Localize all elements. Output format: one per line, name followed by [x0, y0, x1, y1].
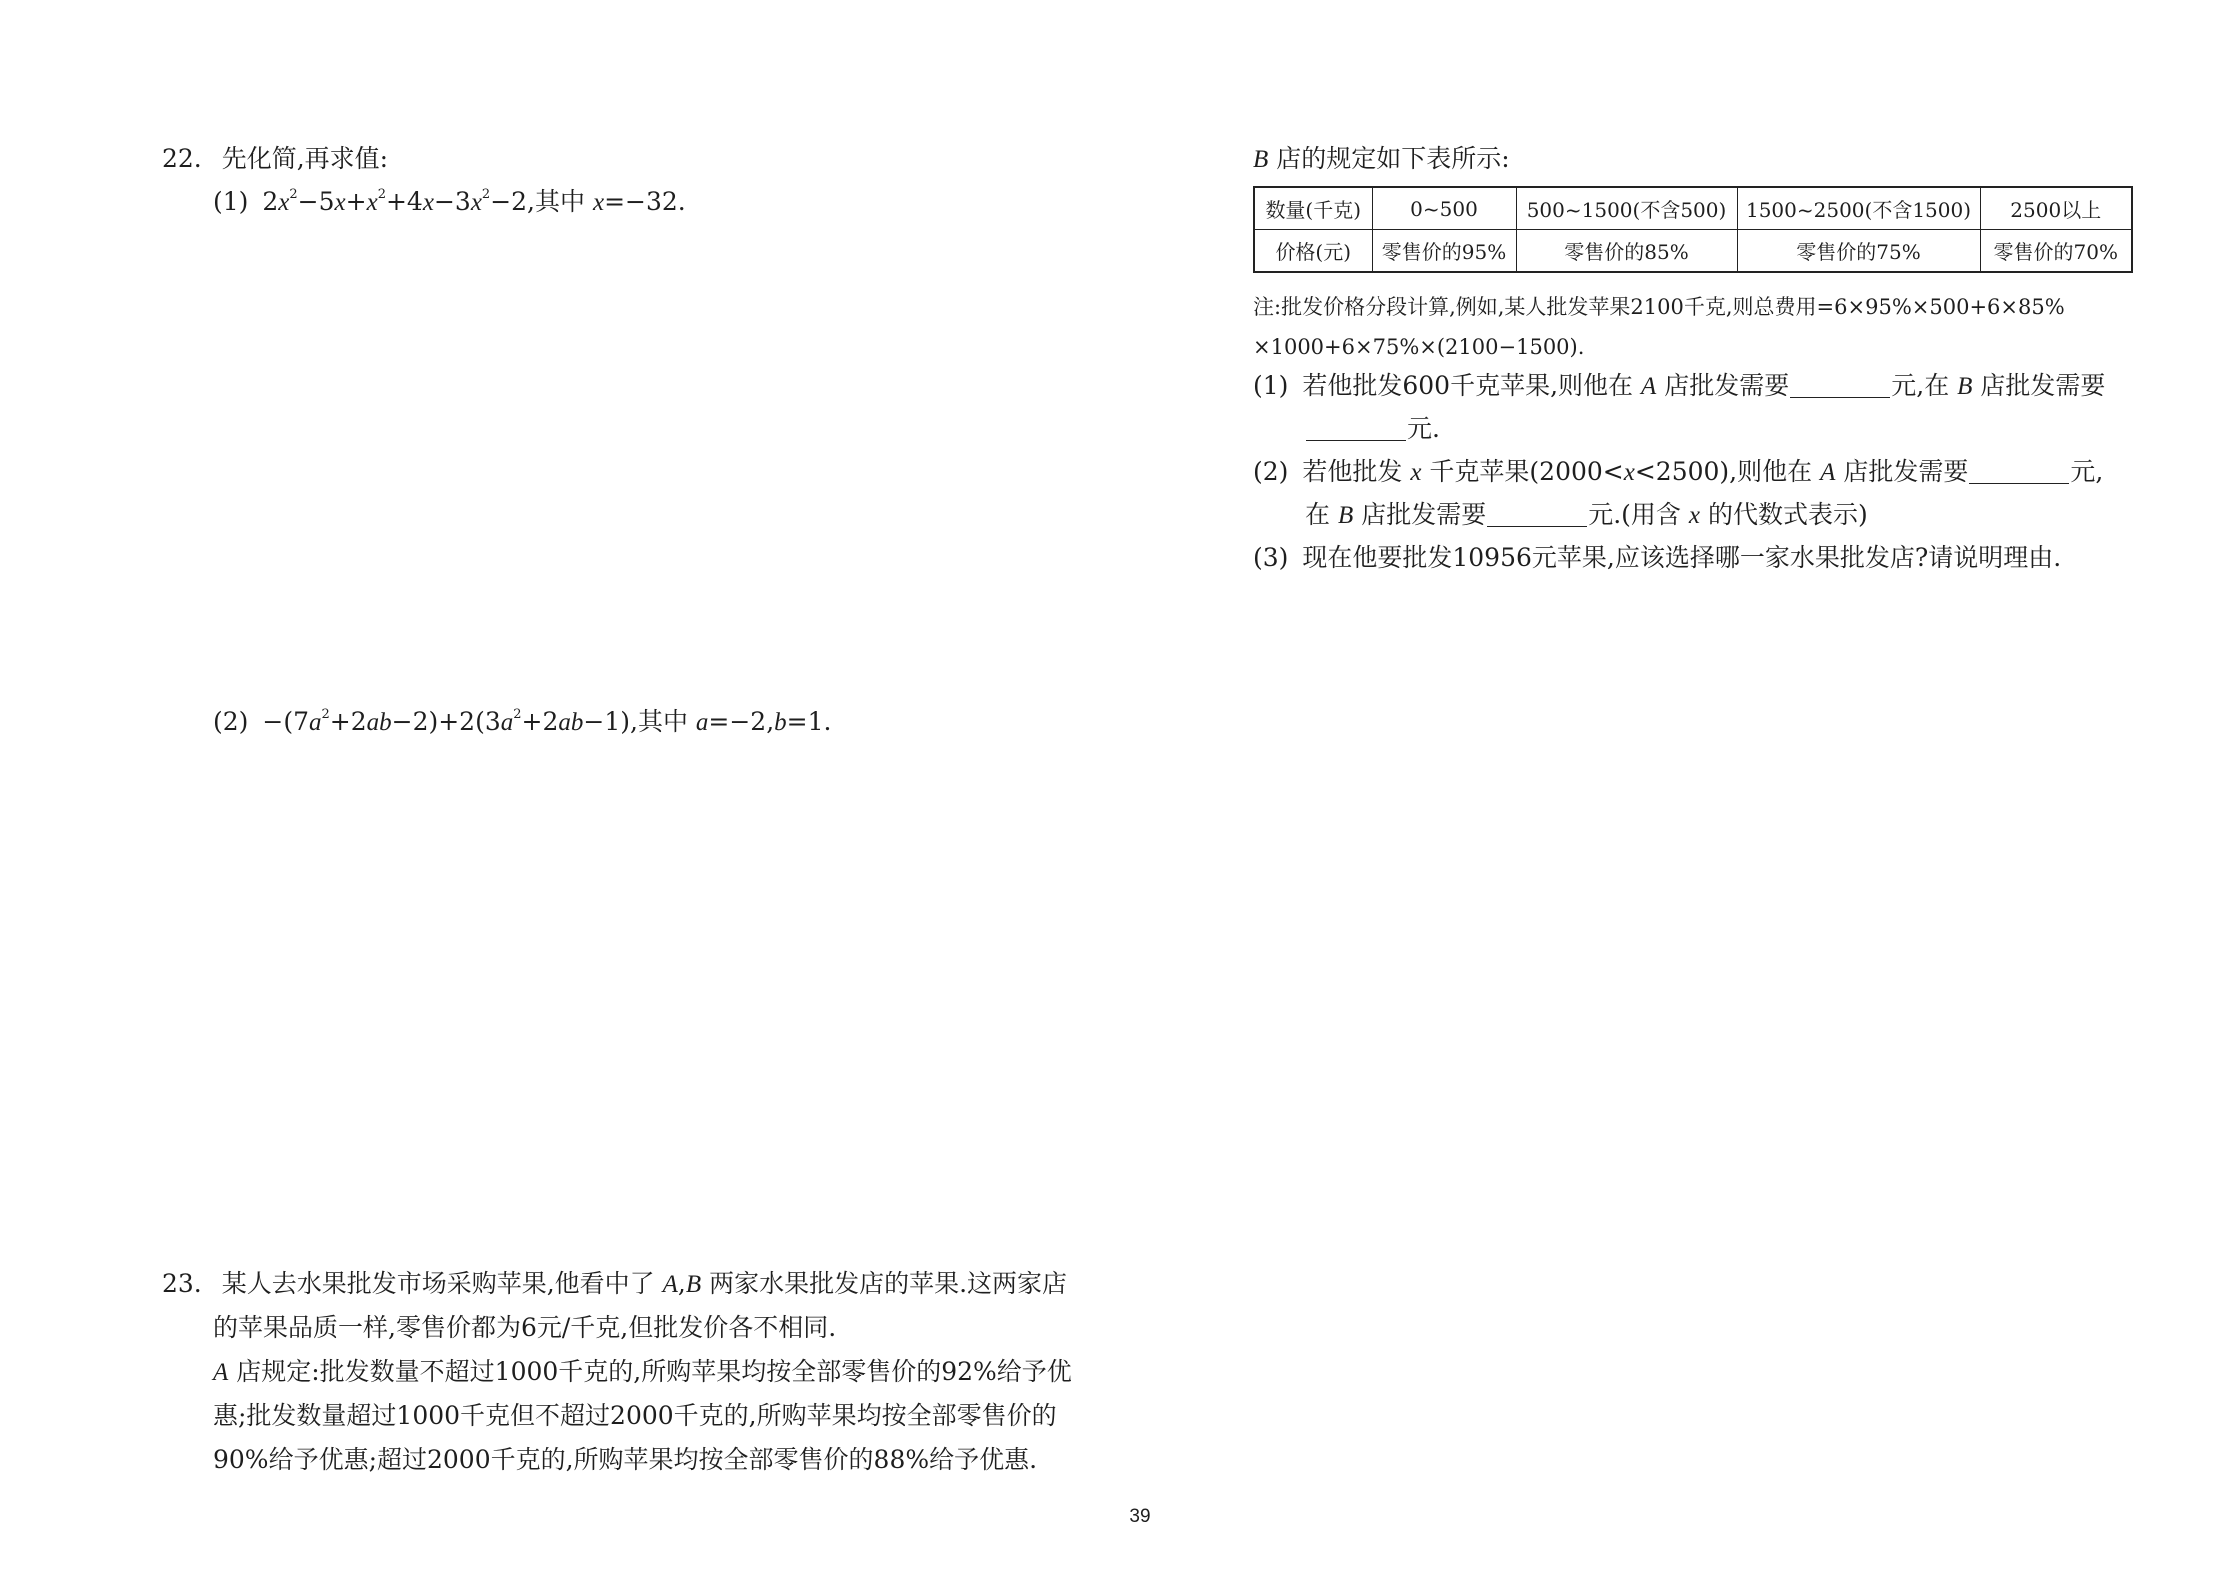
subquestion-1-cont: 元. [1305, 412, 1440, 446]
subquestion-2-label: (2) [1253, 457, 1289, 486]
table-cell: 0~500 [1372, 187, 1516, 230]
answer-blank[interactable] [1969, 459, 2069, 484]
q23-line2: 的苹果品质一样,零售价都为6元/千克,但批发价各不相同. [213, 1313, 837, 1342]
table-cell: 零售价的85% [1516, 230, 1737, 273]
subquestion-1-label: (1) [1253, 371, 1289, 400]
q22-part1-expression: $2x^2-5x+x^2+4x-3x^2-2$,其中 x=−32. [262, 187, 686, 216]
table-note-line1: 注:批发价格分段计算,例如,某人批发苹果2100千克,则总费用=6×95%×500+6×85% [1253, 295, 2065, 319]
answer-blank[interactable] [1790, 373, 1890, 398]
subquestion-1: (1) 若他批发600千克苹果,则他在 A 店批发需要 元,在 B 店批发需要 [1253, 371, 2106, 400]
table-cell: 价格(元) [1254, 230, 1372, 273]
q22-number: 22. [162, 144, 202, 173]
subquestion-3: (3) 现在他要批发10956元苹果,应该选择哪一家水果批发店?请说明理由. [1253, 543, 2062, 572]
q23-a-rule-line1: A 店规定:批发数量不超过1000千克的,所购苹果均按全部零售价的92%给予优 [213, 1357, 1072, 1386]
table-cell: 零售价的75% [1737, 230, 1980, 273]
b-store-price-table [1253, 186, 2133, 273]
subquestion-2: (2) 若他批发 x 千克苹果(2000<x<2500),则他在 A 店批发需要 元, [1253, 457, 2104, 486]
subquestion-3-label: (3) [1253, 543, 1289, 572]
answer-blank[interactable] [1487, 502, 1587, 527]
q23-a-rule-line3: 90%给予优惠;超过2000千克的,所购苹果均按全部零售价的88%给予优惠. [213, 1445, 1038, 1474]
table-cell: 零售价的95% [1372, 230, 1516, 273]
q22-part1-label: (1) [213, 187, 249, 216]
q22-heading [162, 142, 388, 176]
q22-part2 [213, 705, 831, 740]
q22-title: 先化简,再求值: [221, 144, 389, 173]
q22-part1 [213, 185, 686, 220]
q23-line1: 23. 某人去水果批发市场采购苹果,他看中了 A,B 两家水果批发店的苹果.这两家店 [162, 1269, 1068, 1298]
table-cell: 1500~2500(不含1500) [1737, 187, 1980, 230]
answer-blank[interactable] [1306, 416, 1406, 441]
q23-number: 23. [162, 1269, 202, 1298]
table-cell: 数量(千克) [1254, 187, 1372, 230]
table-cell: 2500以上 [1980, 187, 2132, 230]
table-note-line2: ×1000+6×75%×(2100−1500). [1253, 335, 1585, 359]
table-cell: 零售价的70% [1980, 230, 2132, 273]
q22-part2-label: (2) [213, 707, 249, 736]
q23-a-rule-line2: 惠;批发数量超过1000千克但不超过2000千克的,所购苹果均按全部零售价的 [213, 1401, 1057, 1430]
b-store-intro: B 店的规定如下表所示: [1253, 144, 1510, 173]
table-cell: 500~1500(不含500) [1516, 187, 1737, 230]
subquestion-2-cont: 在 B 店批发需要 元.(用含 x 的代数式表示) [1305, 500, 1868, 529]
page-number: 39 [1129, 1506, 1151, 1527]
table-row-price [1254, 230, 2132, 273]
table-row-quantity [1254, 187, 2132, 230]
q22-part2-expression: $-(7a^2+2ab-2)+2(3a^2+2ab-1)$,其中 a=−2,b=1. [262, 707, 832, 736]
